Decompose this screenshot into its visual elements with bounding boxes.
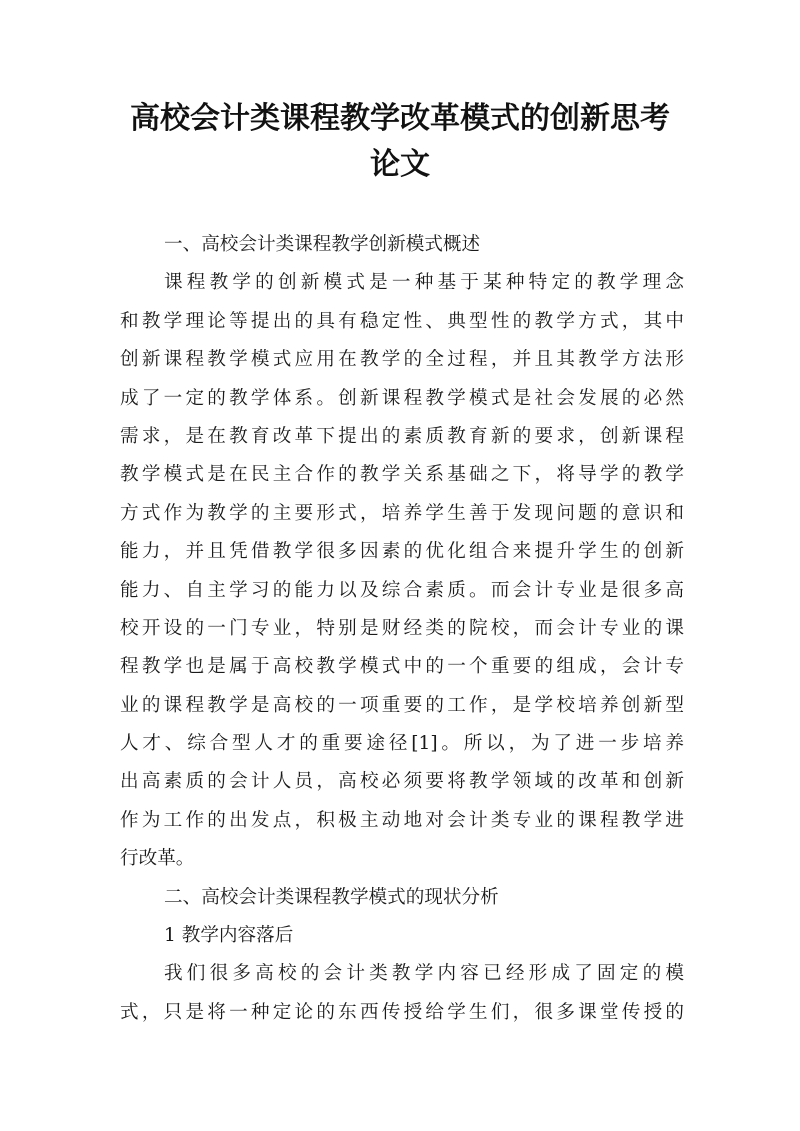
paragraph-line: 教学模式是在民主合作的教学关系基础之下，将导学的教学 (120, 464, 684, 486)
paragraph-line: 和教学理论等提出的具有稳定性、典型性的教学方式，其中 (120, 310, 684, 332)
paragraph-line: 创新课程教学模式应用在教学的全过程，并且其教学方法形 (120, 349, 684, 371)
paragraph-line: 成了一定的教学体系。创新课程教学模式是社会发展的必然 (120, 387, 684, 409)
paragraph-line: 人才、综合型人才的重要途径[1]。所以，为了进一步培养 (120, 733, 684, 755)
section-heading: 1 教学内容落后 (164, 925, 294, 947)
paragraph-line: 校开设的一门专业，特别是财经类的院校，而会计专业的课 (120, 617, 684, 639)
paragraph-line: 能力，并且凭借教学很多因素的优化组合来提升学生的创新 (120, 541, 684, 563)
paragraph-line: 式，只是将一种定论的东西传授给学生们，很多课堂传授的 (120, 1001, 684, 1023)
paragraph-line: 需求，是在教育改革下提出的素质教育新的要求，创新课程 (120, 425, 684, 447)
title-line-1: 高校会计类课程教学改革模式的创新思考 (130, 101, 670, 136)
paragraph-line: 作为工作的出发点，积极主动地对会计类专业的课程教学进 (120, 809, 684, 831)
section-heading: 一、高校会计类课程教学创新模式概述 (164, 234, 481, 255)
paragraph-line: 行改革。 (120, 848, 195, 870)
section-heading: 二、高校会计类课程教学模式的现状分析 (164, 886, 499, 908)
paragraph-line: 业的课程教学是高校的一项重要的工作，是学校培养创新型 (120, 694, 684, 716)
document-title (118, 96, 682, 188)
paragraph-line: 课程教学的创新模式是一种基于某种特定的教学理念 (164, 272, 684, 294)
paragraph-line: 能力、自主学习的能力以及综合素质。而会计专业是很多高 (120, 579, 684, 601)
paragraph-line: 方式作为教学的主要形式，培养学生善于发现问题的意识和 (120, 502, 684, 524)
title-line-2: 论文 (370, 147, 430, 182)
paragraph-line: 程教学也是属于高校教学模式中的一个重要的组成，会计专 (120, 656, 684, 678)
paragraph-line: 出高素质的会计人员，高校必须要将教学领域的改革和创新 (120, 771, 684, 793)
paragraph-line: 我们很多高校的会计类教学内容已经形成了固定的模 (164, 963, 684, 985)
document-body (120, 226, 684, 1032)
